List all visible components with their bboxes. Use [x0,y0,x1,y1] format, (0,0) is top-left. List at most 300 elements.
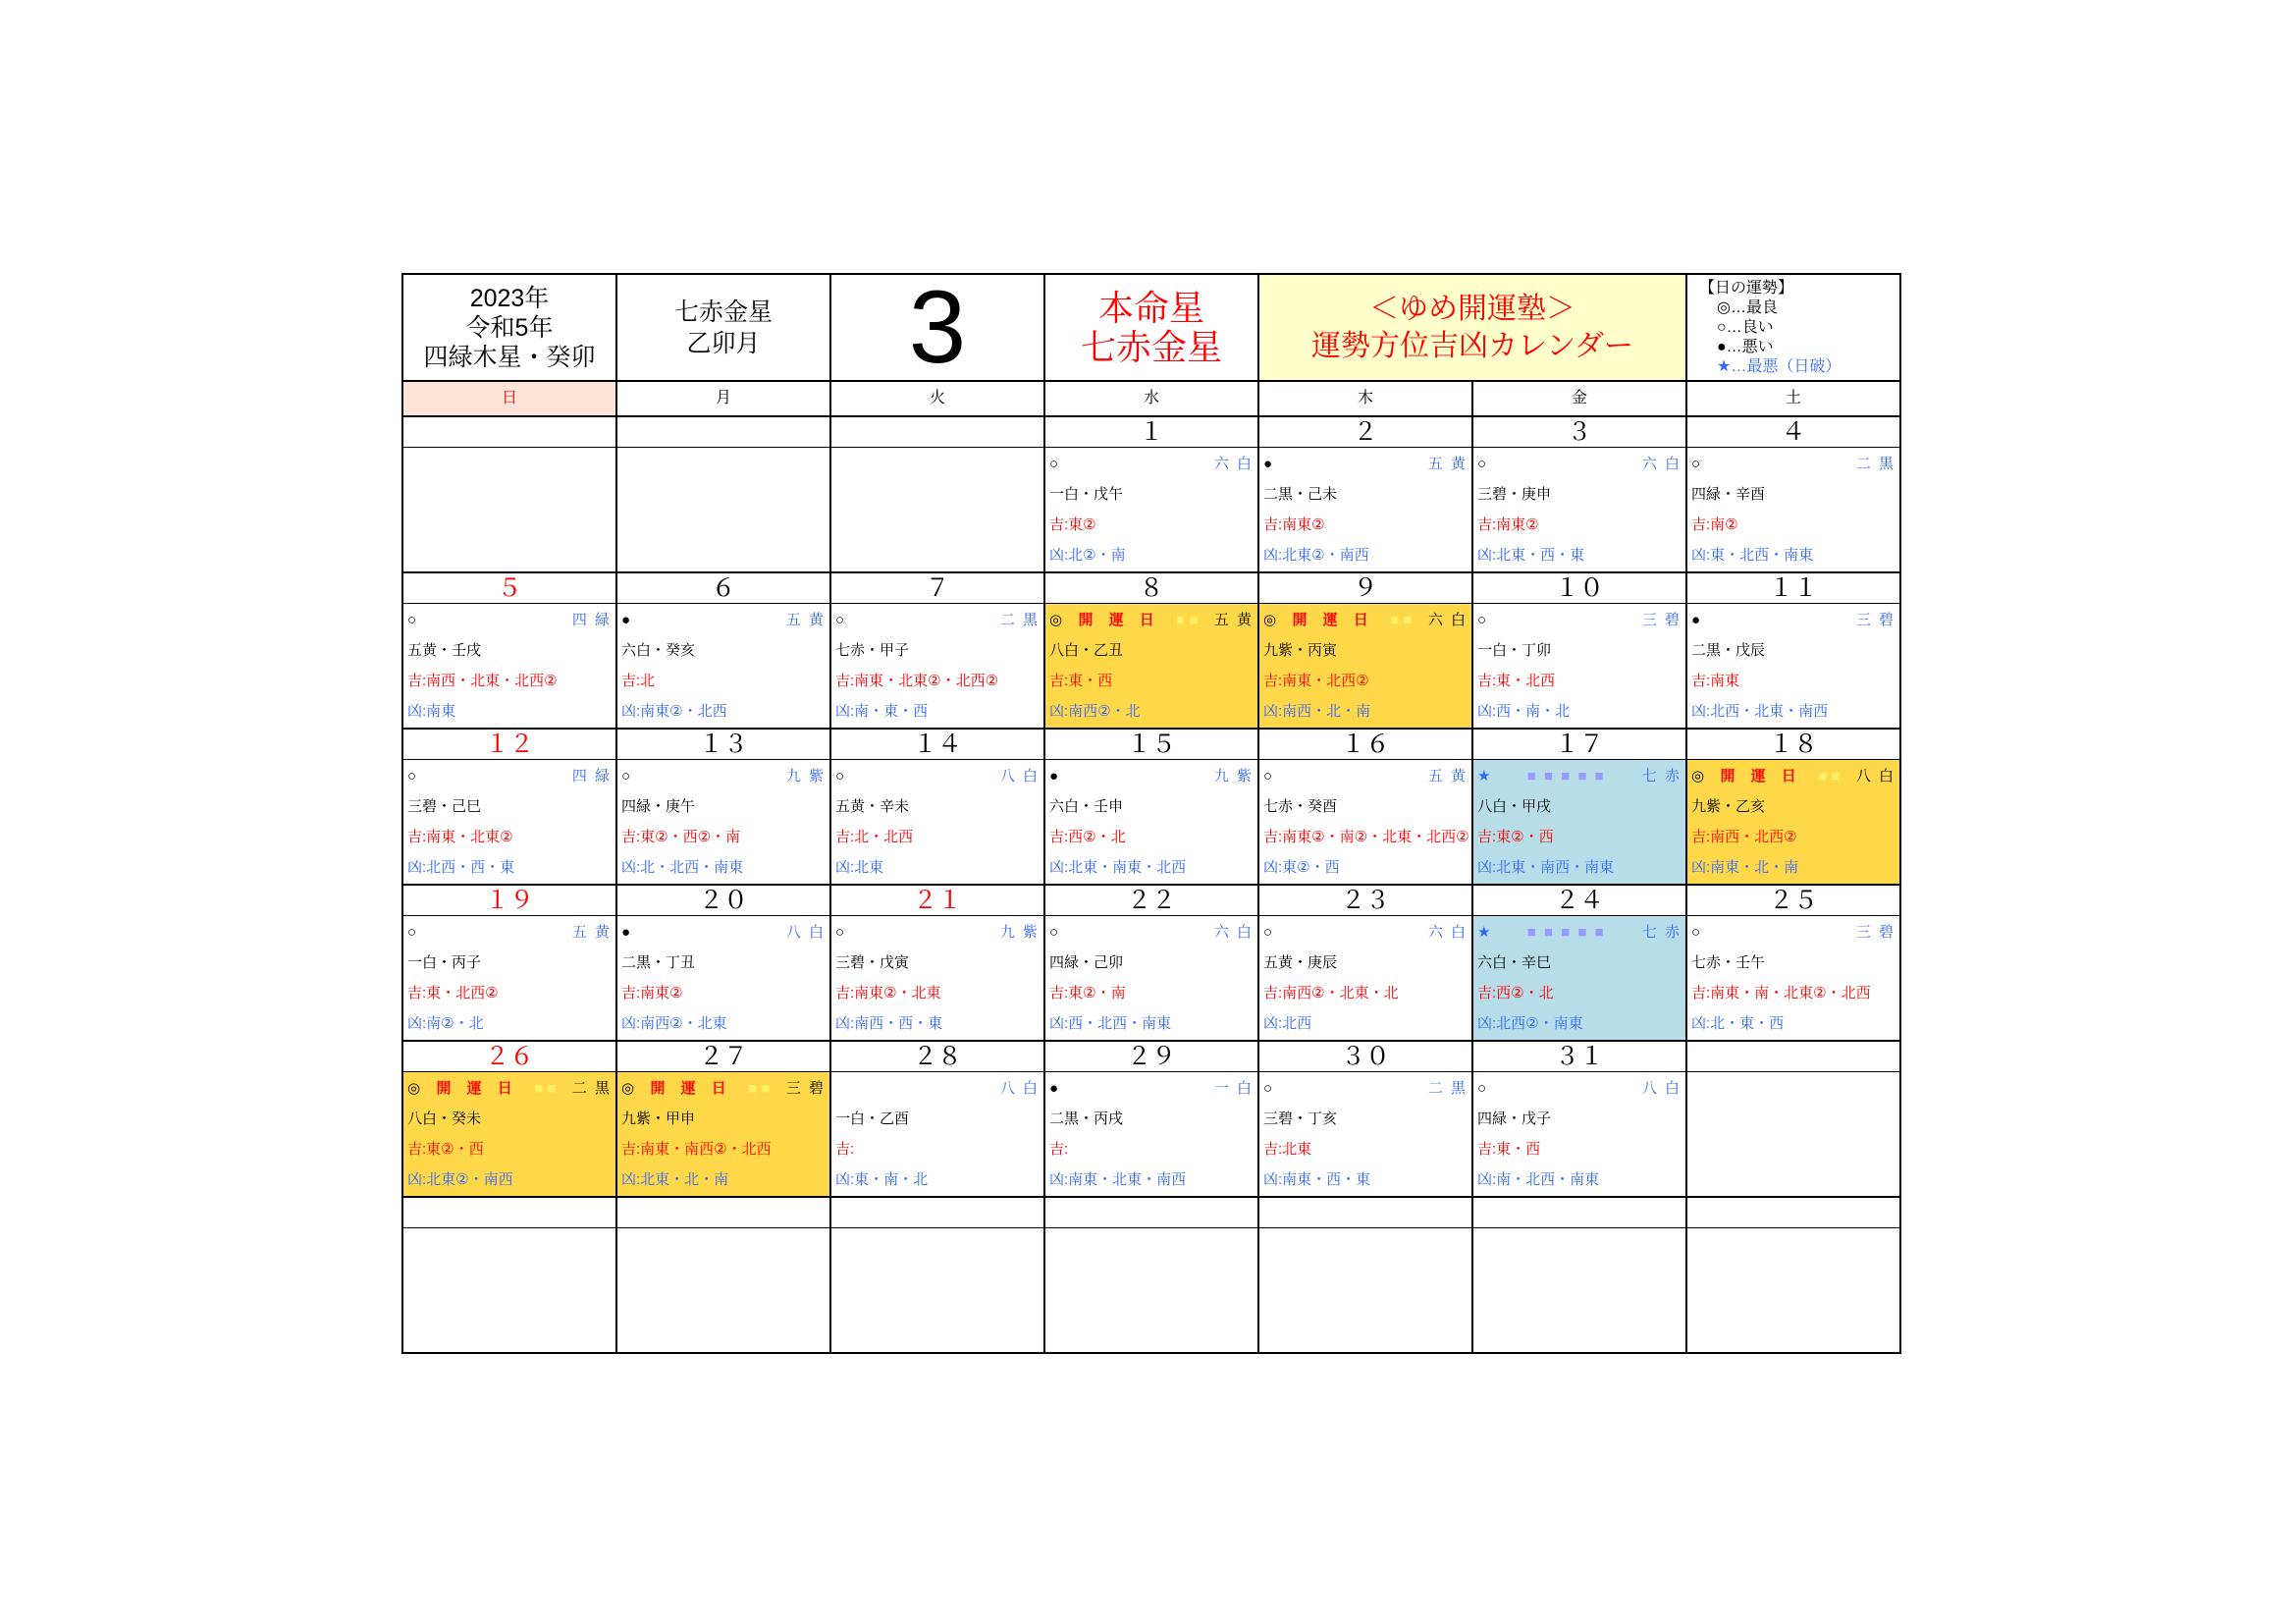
bad-day-mark: ● [1049,768,1059,785]
unlucky-directions: 凶:南西・北・南 [1263,703,1371,720]
best-day-mark: ◎ [1263,612,1277,628]
date-number [1687,1042,1901,1072]
school-name: ＜ゆめ開運塾＞ [1369,292,1575,325]
day-cell [403,604,617,730]
date-number [1259,1198,1473,1228]
day-cell [1687,916,1901,1042]
kaiun-day-label: 開 運 日 [1292,612,1374,628]
day-cell [403,448,617,573]
lucky-directions: 吉:南西・北東・北西② [407,673,558,689]
lucky-directions: 吉:東・西 [1477,1141,1541,1158]
year-label: 2023年 [469,284,550,312]
day-cell [1687,604,1901,730]
day-kanshi-label: 一白・戊午 [1049,486,1124,503]
bad-day-mark: ● [621,612,631,628]
lucky-directions: 吉:東②・西②・南 [621,829,741,845]
day-kanshi-label: 九紫・乙亥 [1691,798,1766,815]
year-star-label: 四緑木星・癸卯 [423,343,596,371]
date-number: ２２ [1045,886,1259,916]
legend-item-worst: ★…最悪（日破） [1717,358,1842,375]
day-cell [1473,1072,1687,1198]
date-number: １５ [1045,730,1259,760]
day-kanshi-label: 三碧・戊寅 [835,954,910,971]
day-kanshi-label: 一白・丙子 [407,954,482,971]
date-number [617,1198,831,1228]
good-day-mark: ○ [407,924,417,941]
unlucky-directions: 凶:北東・西・東 [1477,547,1585,564]
lucky-directions: 吉:南東・北東② [407,829,513,845]
unlucky-directions: 凶:南東・北・南 [1691,859,1799,876]
kaiun-day-label: 開 運 日 [436,1080,518,1097]
day-star-label: 八 白 [1855,768,1896,785]
good-day-mark: ○ [1477,456,1487,472]
date-number [831,1198,1045,1228]
day-fortune-line [1477,605,1682,635]
day-cell [617,604,831,730]
calendar-title [1259,275,1687,382]
day-fortune-line [621,1073,826,1104]
lucky-directions: 吉: [1049,1141,1069,1158]
day-star-label: 六 白 [1213,456,1254,472]
unlucky-directions: 凶:南東 [407,703,456,720]
day-kanshi-label: 八白・癸未 [407,1110,482,1127]
weekday-monday: 月 [617,382,831,417]
date-number [617,417,831,448]
lucky-directions: 吉:南② [1691,516,1738,533]
day-fortune-line [621,917,826,947]
day-cell [403,760,617,886]
decor-squares: ■ ■ [1818,768,1841,785]
day-fortune-line [407,917,612,947]
day-star-label: 六 白 [1641,456,1682,472]
unlucky-directions: 凶:南東・西・東 [1263,1171,1371,1188]
date-number: ２７ [617,1042,831,1072]
good-day-mark: ○ [1049,456,1059,472]
day-cell [1259,1072,1473,1198]
month-kanshi-label: 乙卯月 [686,329,761,357]
day-fortune-line [1477,449,1682,479]
lucky-directions: 吉:西②・北 [1049,829,1126,845]
day-star-label: 九 紫 [785,768,826,785]
date-number: ２９ [1045,1042,1259,1072]
day-cell [1045,604,1259,730]
date-number [403,417,617,448]
date-number: ２ [1259,417,1473,448]
day-fortune-line [1263,605,1468,635]
day-kanshi-label: 八白・甲戌 [1477,798,1552,815]
day-fortune-line [1691,605,1896,635]
unlucky-directions: 凶:北東②・南西 [1263,547,1369,564]
lucky-directions: 吉:東②・西 [1477,829,1554,845]
day-kanshi-label: 五黄・庚辰 [1263,954,1338,971]
date-number: １３ [617,730,831,760]
day-fortune-line [1691,449,1896,479]
date-number: ３ [1473,417,1687,448]
day-fortune-line [1691,761,1896,791]
day-fortune-line [1263,1073,1468,1104]
day-fortune-line [1049,761,1254,791]
day-kanshi-label: 九紫・甲申 [621,1110,696,1127]
day-cell [1473,1228,1687,1354]
date-number: ２３ [1259,886,1473,916]
worst-day-star-icon: ★ [1477,924,1491,941]
day-fortune-line [621,761,826,791]
bad-day-mark: ● [1049,1080,1059,1097]
legend-item-good: ○…良い [1717,319,1774,336]
day-star-label: 八 白 [1641,1080,1682,1097]
day-fortune-line [835,917,1040,947]
day-fortune-line [1049,449,1254,479]
day-kanshi-label: 四緑・辛酉 [1691,486,1766,503]
good-day-mark: ○ [1477,1080,1487,1097]
legend-title: 【日の運勢】 [1699,280,1794,297]
lucky-directions: 吉:南西②・北東・北 [1263,985,1399,1001]
lucky-directions: 吉:南東・南西②・北西 [621,1141,772,1158]
unlucky-directions: 凶:北・北西・南東 [621,859,744,876]
unlucky-directions: 凶:南東②・北西 [621,703,727,720]
good-day-mark: ○ [621,768,631,785]
date-number: １ [1045,417,1259,448]
day-cell [1473,916,1687,1042]
unlucky-directions: 凶:北東 [835,859,884,876]
date-number: ４ [1687,417,1901,448]
unlucky-directions: 凶:北東・南西・南東 [1477,859,1615,876]
day-cell [1687,448,1901,573]
unlucky-directions: 凶:東・北西・南東 [1691,547,1814,564]
unlucky-directions: 凶:南西②・北 [1049,703,1141,720]
best-day-mark: ◎ [621,1080,635,1097]
day-kanshi-label: 四緑・己卯 [1049,954,1124,971]
day-fortune-line [1049,605,1254,635]
unlucky-directions: 凶:北・東・西 [1691,1015,1785,1032]
lucky-directions: 吉:南東② [1263,516,1325,533]
unlucky-directions: 凶:南西・西・東 [835,1015,943,1032]
lucky-directions: 吉:東・北西② [407,985,499,1001]
day-cell [831,1072,1045,1198]
day-cell [403,1072,617,1198]
unlucky-directions: 凶:北東・北・南 [621,1171,729,1188]
decor-squares: ■ ■ ■ ■ ■ [1526,768,1606,785]
unlucky-directions: 凶:西・南・北 [1477,703,1571,720]
day-star-label: 五 黄 [1213,612,1254,628]
date-number: １２ [403,730,617,760]
good-day-mark: ○ [1263,924,1273,941]
day-fortune-line [1477,761,1682,791]
day-star-label: 六 白 [1427,612,1468,628]
lucky-directions: 吉:南東② [1477,516,1539,533]
day-fortune-line [407,605,612,635]
weekday-thursday: 木 [1259,382,1473,417]
lucky-directions: 吉:南東 [1691,673,1740,689]
day-cell [1259,1228,1473,1354]
day-kanshi-label: 六白・辛巳 [1477,954,1552,971]
day-cell [1259,916,1473,1042]
kaiun-day-label: 開 運 日 [650,1080,732,1097]
day-cell [617,448,831,573]
day-star-label: 二 黒 [1427,1080,1468,1097]
day-fortune-line [1049,917,1254,947]
day-cell [1045,1072,1259,1198]
day-kanshi-label: 一白・乙酉 [835,1110,910,1127]
unlucky-directions: 凶:北東・南東・北西 [1049,859,1187,876]
lucky-directions: 吉:南東②・北東 [835,985,941,1001]
day-kanshi-label: 三碧・庚申 [1477,486,1552,503]
day-kanshi-label: 六白・壬申 [1049,798,1124,815]
day-kanshi-label: 七赤・甲子 [835,642,910,659]
legend-item-best: ◎…最良 [1717,299,1778,316]
day-cell [617,916,831,1042]
weekday-wednesday: 水 [1045,382,1259,417]
day-star-label: 六 白 [1427,924,1468,941]
decor-squares: ■ ■ [748,1080,771,1097]
date-number: １９ [403,886,617,916]
day-fortune-line [1263,917,1468,947]
month-star-label: 七赤金星 [673,298,773,326]
day-fortune-line [1691,917,1896,947]
day-star-label: 一 白 [1213,1080,1254,1097]
day-fortune-line [835,605,1040,635]
lucky-directions: 吉:西②・北 [1477,985,1554,1001]
decor-squares: ■ ■ [1176,612,1199,628]
day-star-label: 八 白 [785,924,826,941]
day-cell [617,1072,831,1198]
day-kanshi-label: 七赤・壬午 [1691,954,1766,971]
day-cell [403,1228,617,1354]
good-day-mark: ○ [407,612,417,628]
day-star-label: 三 碧 [785,1080,826,1097]
date-number: ５ [403,573,617,604]
date-number: ２４ [1473,886,1687,916]
day-cell [1045,448,1259,573]
era-year-label: 令和5年 [465,313,554,342]
unlucky-directions: 凶:北西 [1263,1015,1312,1032]
best-day-mark: ◎ [1691,768,1705,785]
day-kanshi-label: 二黒・戊辰 [1691,642,1766,659]
day-kanshi-label: 九紫・丙寅 [1263,642,1338,659]
day-fortune-line [1263,449,1468,479]
date-number: ２１ [831,886,1045,916]
unlucky-directions: 凶:北②・南 [1049,547,1126,564]
day-kanshi-label: 五黄・辛未 [835,798,910,815]
date-number [831,417,1045,448]
bad-day-mark: ● [621,924,631,941]
day-kanshi-label: 三碧・己巳 [407,798,482,815]
lucky-directions: 吉:南東② [621,985,683,1001]
day-fortune-line [835,1073,1040,1104]
date-number: ７ [831,573,1045,604]
unlucky-directions: 凶:東②・西 [1263,859,1340,876]
day-kanshi-label: 二黒・丁丑 [621,954,696,971]
lucky-directions: 吉:南東・南・北東②・北西 [1691,985,1871,1001]
weekday-saturday: 土 [1687,382,1901,417]
lucky-directions: 吉:南西・北西② [1691,829,1797,845]
day-cell [617,760,831,886]
day-kanshi-label: 一白・丁卯 [1477,642,1552,659]
day-cell [1473,760,1687,886]
day-star-label: 六 白 [1213,924,1254,941]
day-star-label: 二 黒 [571,1080,612,1097]
day-cell [831,604,1045,730]
honmei-label: 本命星 [1097,287,1204,328]
day-cell [1045,1228,1259,1354]
kaiun-day-label: 開 運 日 [1720,768,1802,785]
month-star-info [617,275,831,382]
date-number: ９ [1259,573,1473,604]
day-cell [1687,760,1901,886]
day-kanshi-label: 二黒・己未 [1263,486,1338,503]
lucky-directions: 吉:東・北西 [1477,673,1556,689]
good-day-mark: ○ [1691,456,1701,472]
bad-day-mark: ● [1263,456,1273,472]
day-fortune-line [407,761,612,791]
day-kanshi-label: 四緑・戊子 [1477,1110,1552,1127]
honmei-star-name: 七赤金星 [1080,326,1222,367]
day-star-label: 八 白 [999,768,1040,785]
calendar-subtitle: 運勢方位吉凶カレンダー [1310,329,1634,362]
lucky-directions: 吉:南東②・南②・北東・北西② [1263,829,1469,845]
day-star-label: 七 赤 [1641,768,1682,785]
kaiun-day-label: 開 運 日 [1078,612,1160,628]
day-kanshi-label: 三碧・丁亥 [1263,1110,1338,1127]
date-number: １６ [1259,730,1473,760]
lucky-directions: 吉:東②・西 [407,1141,484,1158]
day-kanshi-label: 二黒・丙戌 [1049,1110,1124,1127]
day-cell [617,1228,831,1354]
unlucky-directions: 凶:東・南・北 [835,1171,929,1188]
lucky-directions: 吉:北・北西 [835,829,914,845]
date-number: ２５ [1687,886,1901,916]
date-number [403,1198,617,1228]
day-star-label: 二 黒 [999,612,1040,628]
worst-day-star-icon: ★ [1477,768,1491,785]
day-cell [1473,604,1687,730]
legend [1687,275,1901,382]
day-star-label: 五 黄 [1427,768,1468,785]
day-fortune-line [407,1073,612,1104]
day-star-label: 八 白 [999,1080,1040,1097]
day-star-label: 五 黄 [1427,456,1468,472]
day-kanshi-label: 八白・乙丑 [1049,642,1124,659]
good-day-mark: ○ [1477,612,1487,628]
lucky-directions: 吉:南東・北東②・北西② [835,673,999,689]
date-number: １１ [1687,573,1901,604]
lucky-directions: 吉:東② [1049,516,1096,533]
good-day-mark: ○ [835,768,845,785]
date-number: ３１ [1473,1042,1687,1072]
day-cell [831,760,1045,886]
date-number [1045,1198,1259,1228]
day-star-label: 二 黒 [1855,456,1896,472]
day-kanshi-label: 四緑・庚午 [621,798,696,815]
date-number: ２０ [617,886,831,916]
date-number: １４ [831,730,1045,760]
day-star-label: 四 緑 [571,612,612,628]
day-fortune-line [1263,761,1468,791]
day-cell [403,916,617,1042]
day-fortune-line [835,761,1040,791]
unlucky-directions: 凶:南・東・西 [835,703,929,720]
unlucky-directions: 凶:南・北西・南東 [1477,1171,1600,1188]
best-day-mark: ◎ [1049,612,1063,628]
day-fortune-line [621,605,826,635]
good-day-mark: ○ [835,924,845,941]
day-cell [1687,1072,1901,1198]
good-day-mark: ○ [1691,924,1701,941]
day-cell [1045,760,1259,886]
legend-item-bad: ●…悪い [1717,339,1774,355]
day-fortune-line [1049,1073,1254,1104]
day-kanshi-label: 七赤・癸酉 [1263,798,1338,815]
unlucky-directions: 凶:北東②・南西 [407,1171,513,1188]
day-cell [1045,916,1259,1042]
day-star-label: 七 赤 [1641,924,1682,941]
day-cell [1259,604,1473,730]
weekday-friday: 金 [1473,382,1687,417]
day-kanshi-label: 五黄・壬戌 [407,642,482,659]
date-number: １８ [1687,730,1901,760]
day-star-label: 三 碧 [1641,612,1682,628]
weekday-tuesday: 火 [831,382,1045,417]
date-number: ８ [1045,573,1259,604]
day-fortune-line [1477,1073,1682,1104]
date-number [1687,1198,1901,1228]
unlucky-directions: 凶:北西②・南東 [1477,1015,1583,1032]
date-number: １０ [1473,573,1687,604]
year-info [403,275,617,382]
day-star-label: 三 碧 [1855,924,1896,941]
day-cell [1473,448,1687,573]
good-day-mark: ○ [1049,924,1059,941]
honmei-star-info [1045,275,1259,382]
unlucky-directions: 凶:南東・北東・南西 [1049,1171,1187,1188]
day-star-label: 三 碧 [1855,612,1896,628]
date-number: ６ [617,573,831,604]
day-star-label: 五 黄 [571,924,612,941]
day-star-label: 九 紫 [1213,768,1254,785]
date-number: ３０ [1259,1042,1473,1072]
day-fortune-line [1477,917,1682,947]
lucky-directions: 吉:東・西 [1049,673,1113,689]
unlucky-directions: 凶:南②・北 [407,1015,484,1032]
day-star-label: 九 紫 [999,924,1040,941]
day-star-label: 四 緑 [571,768,612,785]
day-cell [831,1228,1045,1354]
day-cell [1259,448,1473,573]
bad-day-mark: ● [1691,612,1701,628]
month-number: 3 [831,275,1045,382]
calendar-grid [401,273,1901,1354]
good-day-mark: ○ [1263,1080,1273,1097]
unlucky-directions: 凶:西・北西・南東 [1049,1015,1172,1032]
day-star-label: 五 黄 [785,612,826,628]
date-number: ２８ [831,1042,1045,1072]
decor-squares: ■ ■ [1390,612,1413,628]
good-day-mark: ○ [407,768,417,785]
date-number: ２６ [403,1042,617,1072]
lucky-directions: 吉:東②・南 [1049,985,1126,1001]
day-cell [831,448,1045,573]
lucky-directions: 吉:北東 [1263,1141,1312,1158]
weekday-sunday: 日 [403,382,617,417]
day-cell [831,916,1045,1042]
good-day-mark: ○ [1263,768,1273,785]
lucky-directions: 吉: [835,1141,855,1158]
day-kanshi-label: 六白・癸亥 [621,642,696,659]
good-day-mark: ○ [835,612,845,628]
lucky-directions: 吉:南東・北西② [1263,673,1369,689]
day-cell [1259,760,1473,886]
best-day-mark: ◎ [407,1080,421,1097]
